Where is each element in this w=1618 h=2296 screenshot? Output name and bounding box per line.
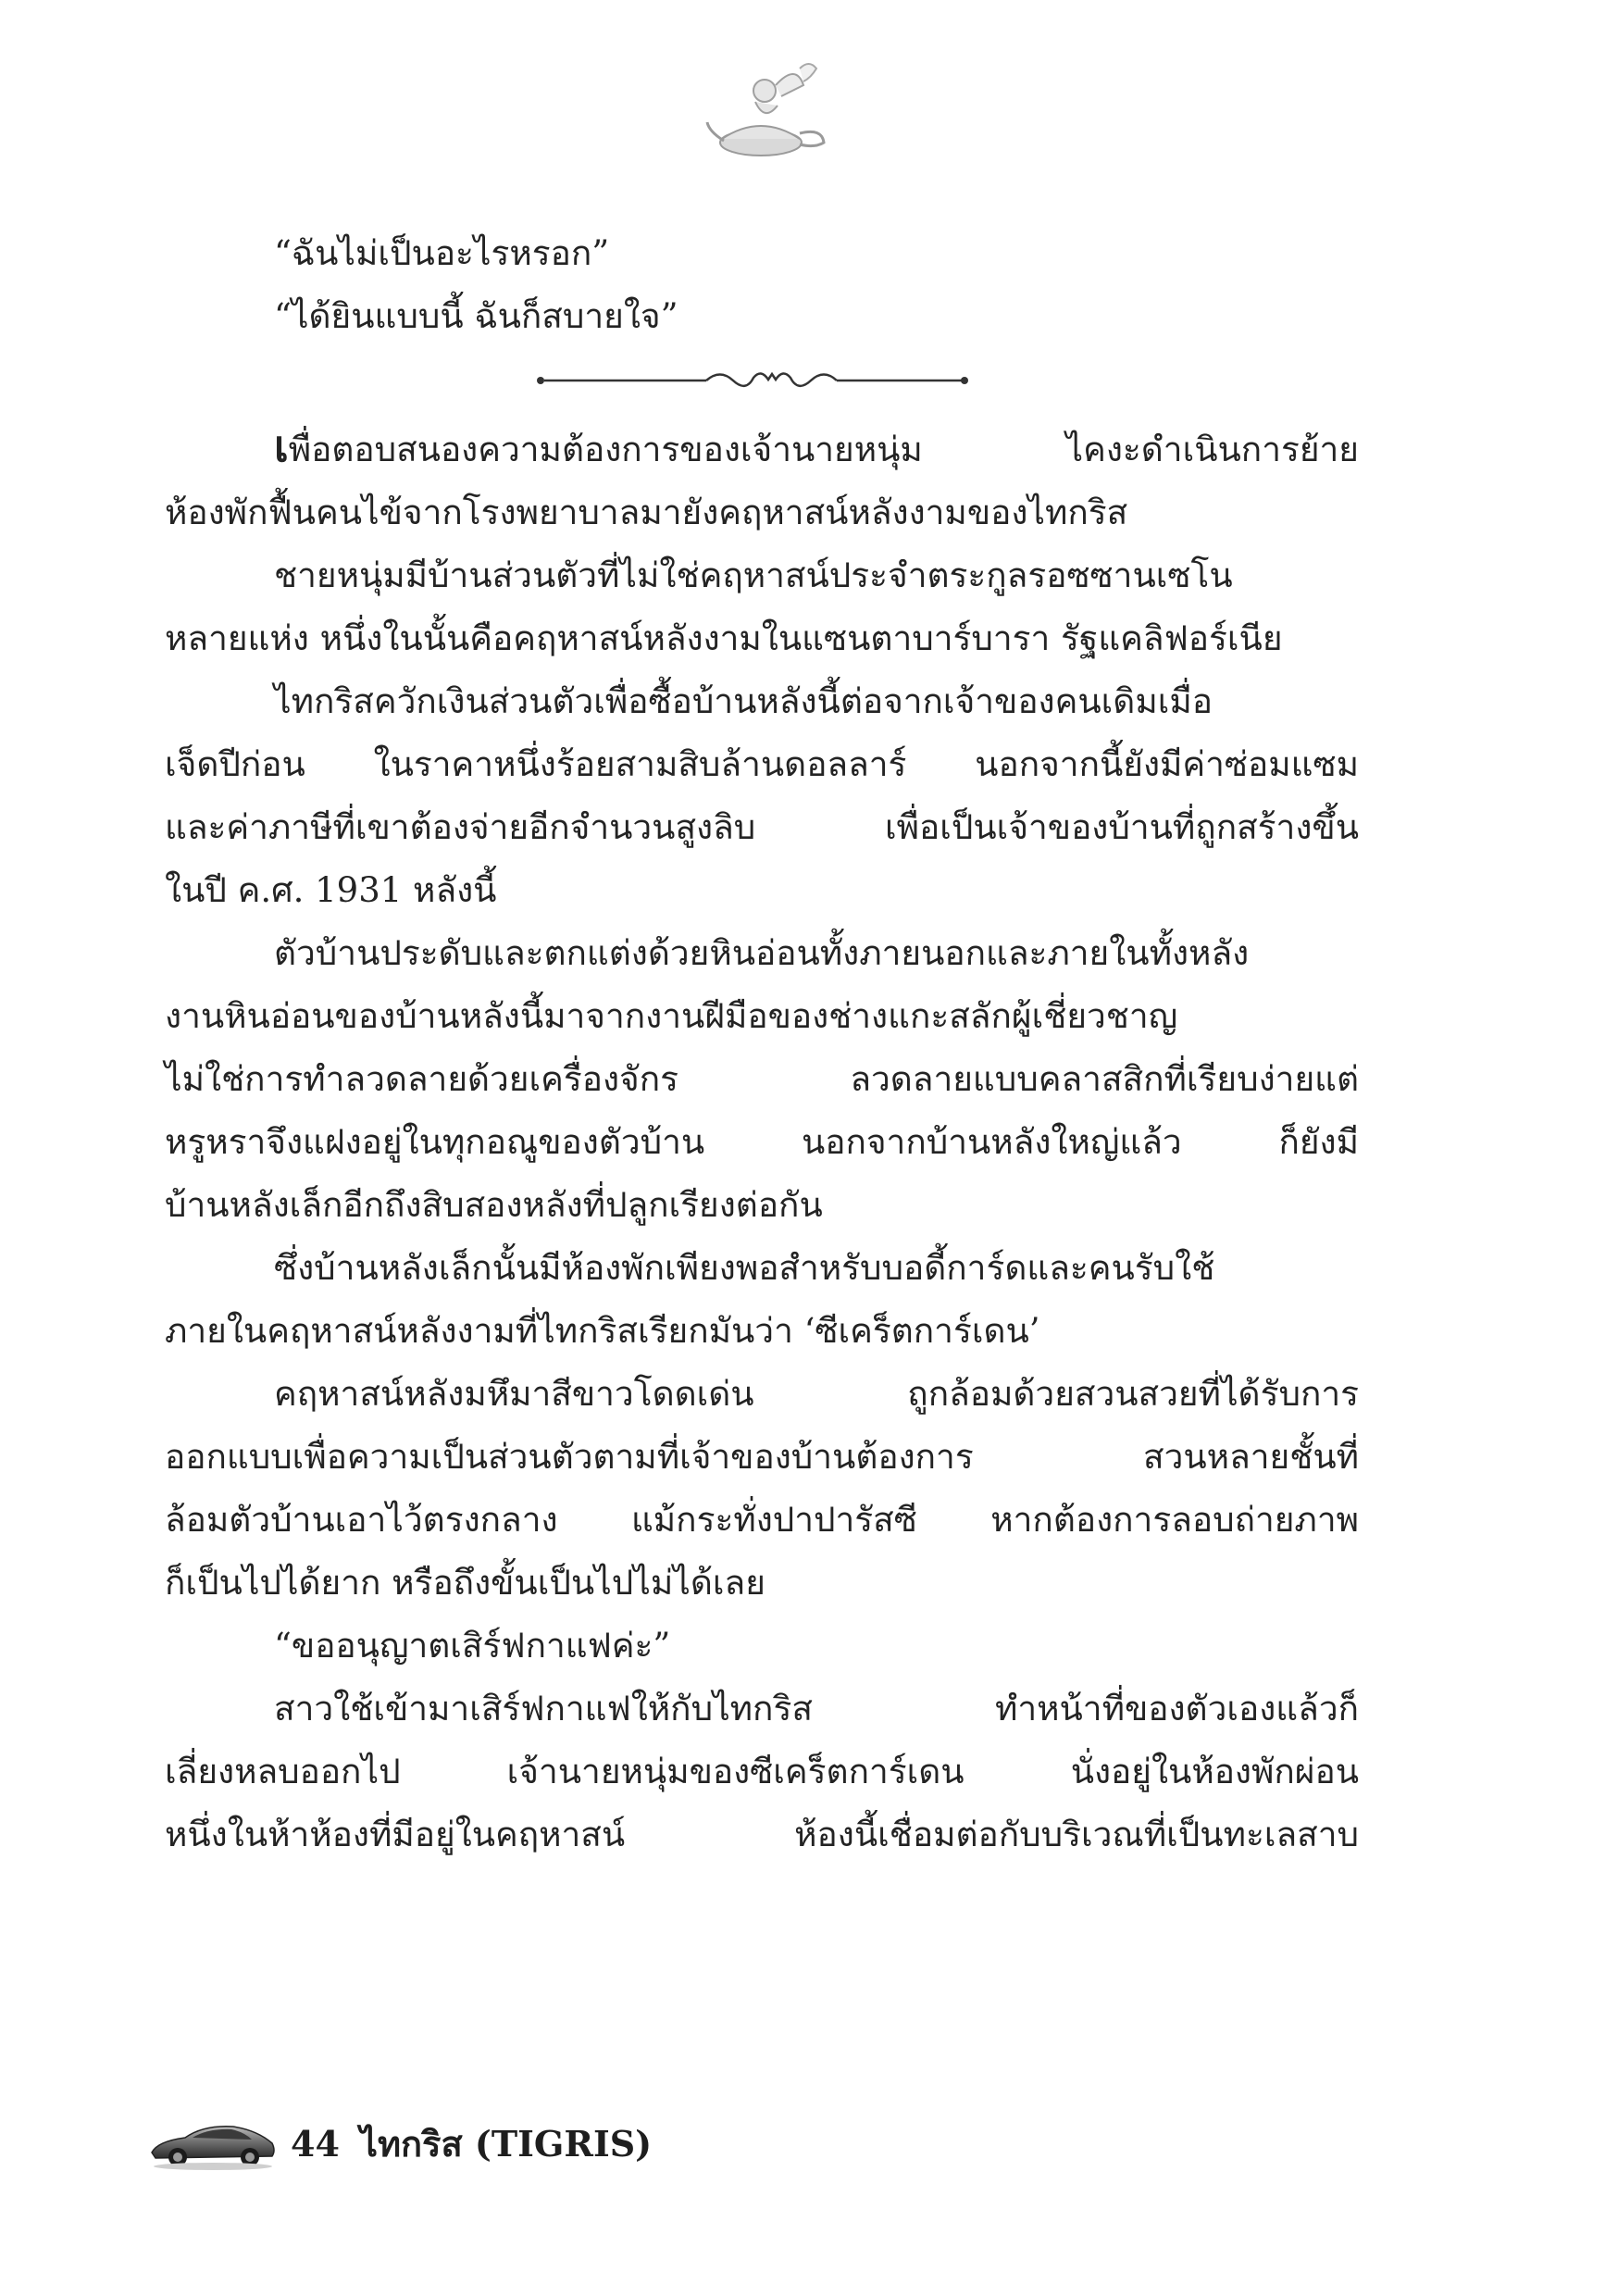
teapot-cherub-ornament [703, 57, 833, 168]
flourish-divider [165, 348, 1359, 415]
text-line: ภายในคฤหาสน์หลังงามที่ไทกริสเรียกมันว่า ‘ซีเคร็ตการ์เดน’ [165, 1311, 1040, 1351]
paragraph [165, 1615, 1359, 1678]
page-footer [148, 2106, 652, 2180]
paragraph [165, 1237, 1359, 1363]
text-line: ห้องพักฟื้นคนไข้จากโรงพยาบาลมายังคฤหาสน์หลังงามของไทกริส [165, 493, 1128, 532]
paragraph [165, 922, 1359, 1237]
text-line: บ้านหลังเล็กอีกถึงสิบสองหลังที่ปลูกเรียงต่อกัน [165, 1185, 823, 1225]
text-line: ซึ่งบ้านหลังเล็กนั้นมีห้องพักเพียงพอสำหรับบอดี้การ์ดและคนรับใช้ [274, 1248, 1215, 1288]
text-line: คฤหาสน์หลังมหึมาสีขาวโดดเด่น ถูกล้อมด้วยสวนสวยที่ได้รับการ [274, 1374, 1359, 1414]
text-line: ไม่ใช่การทำลวดลายด้วยเครื่องจักร ลวดลายแบบคลาสสิกที่เรียบง่ายแต่ [165, 1059, 1359, 1099]
text-line: หลายแห่ง หนึ่งในนั้นคือคฤหาสน์หลังงามในแซนตาบาร์บารา รัฐแคลิฟอร์เนีย [165, 618, 1283, 658]
text-line: ไทกริสควักเงินส่วนตัวเพื่อซื้อบ้านหลังนี้ต่อจากเจ้าของคนเดิมเมื่อ [274, 681, 1213, 721]
text-line: เพื่อตอบสนองความต้องการของเจ้านายหนุ่ม ไคงะดำเนินการย้าย [274, 421, 1359, 471]
text-line: งานหินอ่อนของบ้านหลังนี้มาจากงานฝีมือของช่างแกะสลักผู้เชี่ยวชาญ [165, 996, 1178, 1036]
book-title: ไทกริส (TIGRIS) [359, 2122, 653, 2165]
text-line: หนึ่งในห้าห้องที่มีอยู่ในคฤหาสน์ ห้องนี้เชื่อมต่อกับบริเวณที่เป็นทะเลสาบ [165, 1815, 1359, 1854]
page-body [165, 222, 1359, 1866]
dialogue-line: “ขออนุญาตเสิร์ฟกาแฟค่ะ” [274, 1626, 671, 1666]
paragraph [165, 1678, 1359, 1866]
text-line: ชายหนุ่มมีบ้านส่วนตัวที่ไม่ใช่คฤหาสน์ประจำตระกูลรอซซานเซโน [274, 555, 1233, 595]
paragraph [165, 415, 1359, 544]
dialogue-line: “ฉันไม่เป็นอะไรหรอก” [274, 233, 610, 273]
page-number: 44 [291, 2122, 340, 2165]
sports-car-icon [148, 2115, 278, 2171]
text-line: ตัวบ้านประดับและตกแต่งด้วยหินอ่อนทั้งภายนอกและภายในทั้งหลัง [274, 933, 1250, 973]
paragraph [165, 670, 1359, 922]
dialogue-line: “ได้ยินแบบนี้ ฉันก็สบายใจ” [274, 296, 678, 336]
dropcap-letter: เ [274, 421, 289, 471]
paragraph [165, 1363, 1359, 1615]
text-line: หรูหราจึงแฝงอยู่ในทุกอณูของตัวบ้าน นอกจากบ้านหลังใหญ่แล้ว ก็ยังมี [165, 1122, 1359, 1162]
text-line: ออกแบบเพื่อความเป็นส่วนตัวตามที่เจ้าของบ้านต้องการ สวนหลายชั้นที่ [165, 1437, 1359, 1477]
text-line: ในปี ค.ศ. 1931 หลังนี้ [165, 870, 497, 910]
text-line: ล้อมตัวบ้านเอาไว้ตรงกลาง แม้กระทั่งปาปารัสซี หากต้องการลอบถ่ายภาพ [165, 1500, 1359, 1540]
text-line: เลี่ยงหลบออกไป เจ้านายหนุ่มของซีเคร็ตการ์เดน นั่งอยู่ในห้องพักผ่อน [165, 1752, 1359, 1791]
text-line: เจ็ดปีก่อน ในราคาหนึ่งร้อยสามสิบล้านดอลลาร์ นอกจากนี้ยังมีค่าซ่อมแซม [165, 744, 1359, 784]
text-line: และค่าภาษีที่เขาต้องจ่ายอีกจำนวนสูงลิบ เพื่อเป็นเจ้าของบ้านที่ถูกสร้างขึ้น [165, 807, 1359, 847]
paragraph [165, 544, 1359, 670]
text-line: สาวใช้เข้ามาเสิร์ฟกาแฟให้กับไทกริส ทำหน้าที่ของตัวเองแล้วก็ [274, 1689, 1359, 1728]
text-line: ก็เป็นไปได้ยาก หรือถึงขั้นเป็นไปไม่ได้เลย [165, 1563, 765, 1603]
